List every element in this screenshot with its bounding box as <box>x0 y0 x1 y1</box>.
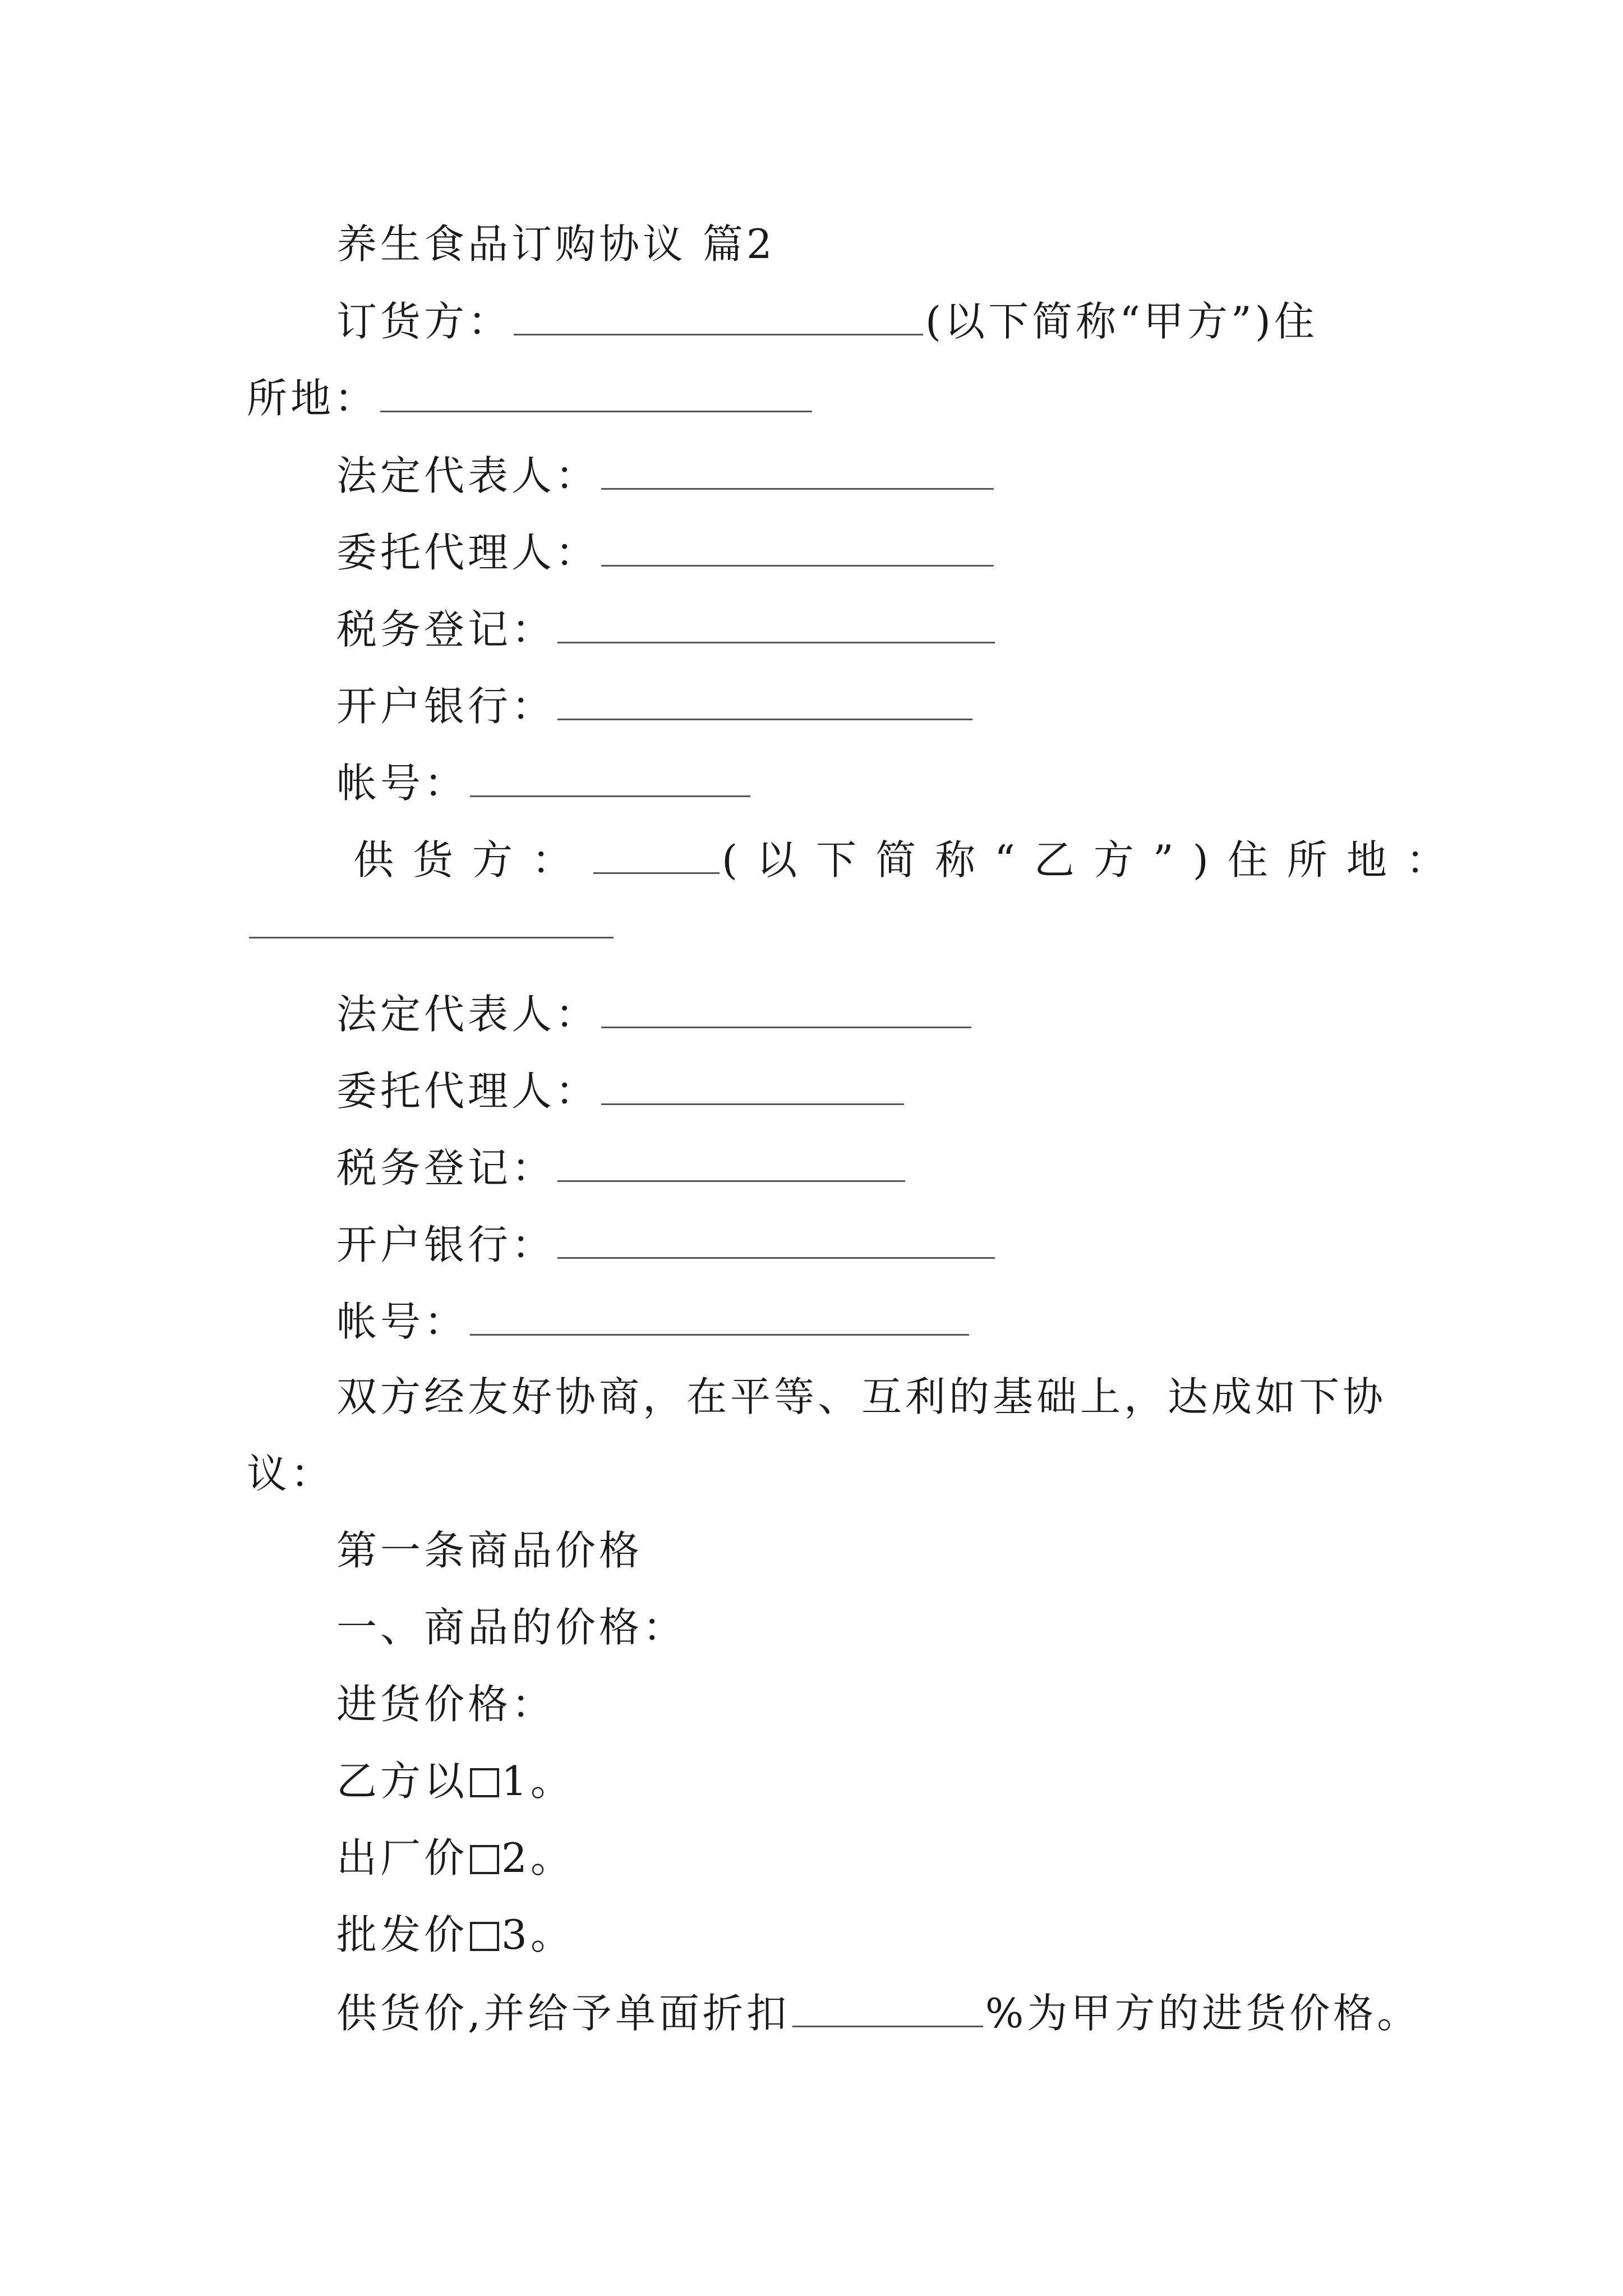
option-2: 出厂价 2。 <box>336 1834 574 1881</box>
buyer-agent: 委托代理人： <box>336 526 996 578</box>
seller-agent: 委托代理人： <box>336 1064 906 1116</box>
seller-suffix: (以下简称“乙方”)住所地： <box>722 836 1465 884</box>
seller-bank-blank[interactable] <box>557 1218 995 1259</box>
buyer-legal-rep-blank[interactable] <box>601 449 994 490</box>
seller-tax-registration: 税务登记： <box>336 1141 907 1193</box>
buyer-address-label: 所地： <box>247 375 379 422</box>
buyer-label: 订货方： <box>336 298 512 345</box>
buyer-line <box>336 295 1318 347</box>
document-title: 养生食品订购协议 篇2 <box>336 220 776 268</box>
seller-address-blank[interactable] <box>249 898 614 938</box>
buyer-address-line <box>247 371 814 424</box>
discount-blank[interactable] <box>792 1986 983 2027</box>
discount-line: 供货价,并给予单面折扣 %为甲方的进货价格。 <box>336 1986 1421 2039</box>
seller-bank: 开户银行： <box>336 1218 997 1270</box>
seller-account-blank[interactable] <box>470 1295 969 1336</box>
seller-label: 供货方： <box>353 836 592 884</box>
option-3: 批发价 3。 <box>336 1911 574 1958</box>
seller-agent-blank[interactable] <box>601 1064 904 1105</box>
seller-name-blank[interactable] <box>593 833 720 874</box>
purchase-price-label: 进货价格： <box>336 1681 556 1728</box>
seller-legal-rep: 法定代表人： <box>336 987 974 1039</box>
buyer-tax-registration: 税务登记： <box>336 602 997 655</box>
buyer-suffix: (以下简称“甲方”)住 <box>925 298 1318 345</box>
buyer-tax-blank[interactable] <box>557 602 995 643</box>
buyer-name-blank[interactable] <box>514 295 923 335</box>
seller-tax-blank[interactable] <box>557 1141 905 1182</box>
option-1-checkbox[interactable] <box>470 1768 499 1797</box>
buyer-account-blank[interactable] <box>470 756 750 797</box>
intro-paragraph-line1: 双方经友好协商，在平等、互利的基础上，达成如下协 <box>336 1373 1387 1420</box>
buyer-agent-blank[interactable] <box>601 526 994 567</box>
buyer-bank: 开户银行： <box>336 679 975 731</box>
article-1-heading: 第一条商品价格 <box>336 1527 643 1574</box>
buyer-bank-blank[interactable] <box>557 679 972 720</box>
buyer-legal-rep: 法定代表人： <box>336 449 996 501</box>
seller-line <box>353 833 1465 885</box>
buyer-address-blank[interactable] <box>380 371 812 412</box>
seller-address-line <box>247 898 616 950</box>
section-1-heading: 一、商品的价格： <box>336 1604 687 1651</box>
buyer-account: 帐号： <box>336 756 753 808</box>
option-2-checkbox[interactable] <box>470 1845 499 1874</box>
intro-paragraph-line2: 议： <box>247 1450 335 1497</box>
option-3-checkbox[interactable] <box>470 1922 499 1951</box>
seller-account: 帐号： <box>336 1295 971 1347</box>
seller-legal-rep-blank[interactable] <box>601 987 971 1028</box>
option-1: 乙方以 1。 <box>336 1757 574 1805</box>
